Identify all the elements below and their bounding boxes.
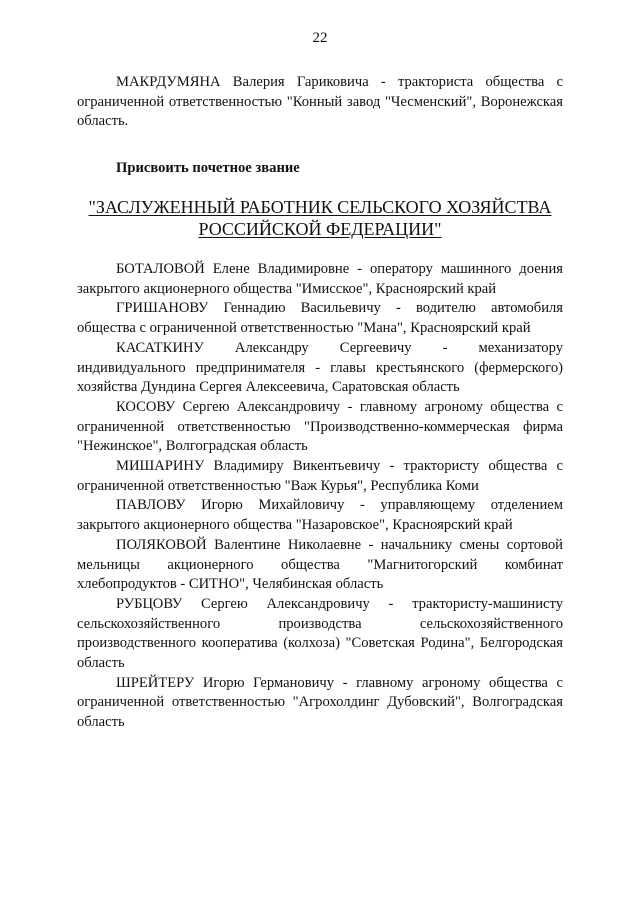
decree-heading: Присвоить почетное звание <box>116 160 300 176</box>
list-item: ПОЛЯКОВОЙ Валентине Николаевне - начальнику смены сортовой мельницы акционерного общества "Магнитогорский комбинат хлебопродуктов - СИТНО", Челябинская область <box>77 536 563 593</box>
list-item: ПАВЛОВУ Игорю Михайловичу - управляющему отделением закрытого акционерного общества "Назаровское", Красноярский край <box>77 497 563 534</box>
honorary-title <box>77 196 563 240</box>
entries-list <box>77 260 563 733</box>
list-item: ШРЕЙТЕРУ Игорю Германовичу - главному агроному общества с ограниченной ответственностью "Агрохолдинг Дубовский", Волгоградская область <box>77 674 563 731</box>
list-item: МИШАРИНУ Владимиру Викентьевичу - трактористу общества с ограниченной ответственностью "Важ Курья", Республика Коми <box>77 458 563 494</box>
page-number: 22 <box>312 30 328 46</box>
title-line-1: "ЗАСЛУЖЕННЫЙ РАБОТНИК СЕЛЬСКОГО ХОЗЯЙСТВА <box>88 197 552 217</box>
title-line-2: РОССИЙСКОЙ ФЕДЕРАЦИИ" <box>198 219 442 239</box>
intro-paragraph: МАКРДУМЯНА Валерия Гариковича - тракториста общества с ограниченной ответственностью "Конный завод "Чесменский", Воронежская область. <box>77 74 563 130</box>
intro-block <box>77 73 563 132</box>
list-item: КАСАТКИНУ Александру Сергеевичу - механизатору индивидуального предпринимателя - главы крестьянского (фермерского) хозяйства Дундина Сергея Алексеевича, Саратовская область <box>77 339 563 396</box>
list-item: ГРИШАНОВУ Геннадию Васильевичу - водителю автомобиля общества с ограниченной ответственностью "Мана", Красноярский край <box>77 300 563 337</box>
list-item: КОСОВУ Сергею Александровичу - главному агроному общества с ограниченной ответственностью "Производственно-коммерческая фирма "Нежинское", Волгоградская область <box>77 398 563 455</box>
list-item: РУБЦОВУ Сергею Александровичу - трактористу-машинисту сельскохозяйственного производства сельскохозяйственного производственного кооператива (колхоза) "Советская Родина", Белгородская область <box>77 595 563 672</box>
list-item: БОТАЛОВОЙ Елене Владимировне - оператору машинного доения закрытого акционерного общества "Имисское", Красноярский край <box>77 261 563 297</box>
